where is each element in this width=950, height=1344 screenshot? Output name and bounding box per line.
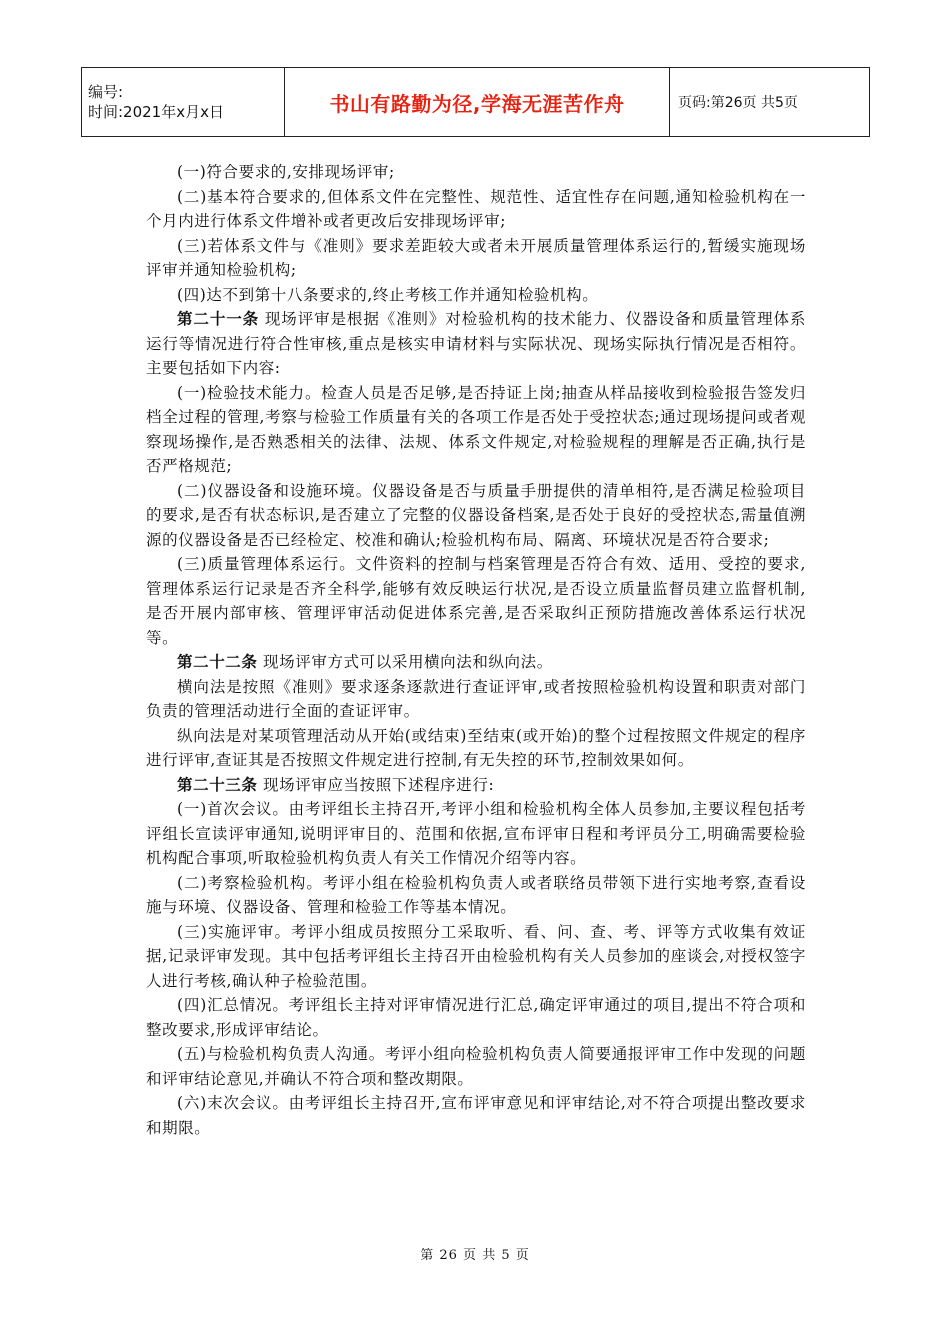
paragraph: (三)若体系文件与《准则》要求差距较大或者未开展质量管理体系运行的,暂缓实施现场评审并通知检验机构;	[146, 236, 806, 279]
number-label: 编号:	[88, 83, 124, 101]
paragraph: (一)检验技术能力。检查人员是否足够,是否持证上岗;抽查从样品接收到检验报告签发归档全过程的管理,考察与检验工作质量有关的各项工作是否处于受控状态;通过现场提问或者观察现场操作,是否熟悉相关的法律、法规、体系文件规定,对检验规程的理解是否正确,执行是否严格规范;	[146, 383, 806, 475]
paragraph: (二)仪器设备和设施环境。仪器设备是否与质量手册提供的清单相符,是否满足检验项目的要求,是否有状态标识,是否建立了完整的仪器设备档案,是否处于良好的受控状态,需量值溯源的仪器设备是否已经检定、校准和确认;检验机构布局、隔离、环境状况是否符合要求;	[146, 481, 806, 549]
time-label: 时间:2021年x月x日	[88, 103, 224, 121]
paragraph: (一)符合要求的,安排现场评审;	[177, 163, 395, 181]
paragraph: (四)汇总情况。考评组长主持对评审情况进行汇总,确定评审通过的项目,提出不符合项和整改要求,形成评审结论。	[146, 996, 806, 1039]
page-footer: 第 26 页 共 5 页	[420, 1248, 530, 1263]
paragraph: 横向法是按照《准则》要求逐条逐款进行查证评审,或者按照检验机构设置和职责对部门负责的管理活动进行全面的查证评审。	[146, 677, 806, 720]
article-23: 第二十三条 现场评审应当按照下述程序进行:	[177, 774, 495, 794]
paragraph: (三)质量管理体系运行。文件资料的控制与档案管理是否符合有效、适用、受控的要求,管理体系运行记录是否齐全科学,能够有效反映运行状况,是否设立质量监督员建立监督机制,是否开展内部审核、管理评审活动促进体系完善,是否采取纠正预防措施改善体系运行状况等。	[146, 555, 806, 647]
paragraph: (三)实施评审。考评小组成员按照分工采取听、看、问、查、考、评等方式收集有效证据,记录评审发现。其中包括考评组长主持召开由检验机构有关人员参加的座谈会,对授权签字人进行考核,确认种子检验范围。	[146, 922, 806, 990]
document-body	[146, 160, 806, 1140]
article-22: 第二十二条 现场评审方式可以采用横向法和纵向法。	[177, 652, 553, 671]
paragraph: (五)与检验机构负责人沟通。考评小组向检验机构负责人简要通报评审工作中发现的问题和评审结论意见,并确认不符合项和整改期限。	[146, 1045, 806, 1088]
article-21: 第二十一条 现场评审是根据《准则》对检验机构的技术能力、仪器设备和质量管理体系运行等情况进行符合性审核,重点是核实申请材料与实际状况、现场实际执行情况是否相符。主要包括如下内容:	[146, 309, 806, 377]
paragraph: 纵向法是对某项管理活动从开始(或结束)至结束(或开始)的整个过程按照文件规定的程序进行评审,查证其是否按照文件规定进行控制,有无失控的环节,控制效果如何。	[146, 726, 806, 769]
header-motto: 书山有路勤为径,学海无涯苦作舟	[285, 68, 670, 137]
paragraph: (六)末次会议。由考评组长主持召开,宣布评审意见和评审结论,对不符合项提出整改要求和期限。	[146, 1094, 806, 1137]
document-header	[81, 67, 870, 137]
article-title: 第二十三条	[177, 774, 258, 794]
paragraph: (二)考察检验机构。考评小组在检验机构负责人或者联络员带领下进行实地考察,查看设施与环境、仪器设备、管理和检验工作等基本情况。	[146, 873, 806, 916]
header-page-label: 页码:第26页 共5页	[670, 68, 870, 137]
paragraph: (一)首次会议。由考评组长主持召开,考评小组和检验机构全体人员参加,主要议程包括考评组长宣读评审通知,说明评审目的、范围和依据,宣布评审日程和考评员分工,明确需要检验机构配合事项,听取检验机构负责人有关工作情况介绍等内容。	[146, 800, 806, 867]
article-title: 第二十二条	[177, 652, 258, 671]
paragraph: (四)达不到第十八条要求的,终止考核工作并通知检验机构。	[177, 285, 599, 304]
article-title: 第二十一条	[177, 309, 260, 328]
header-meta	[82, 68, 285, 137]
paragraph: (二)基本符合要求的,但体系文件在完整性、规范性、适宜性存在问题,通知检验机构在一个月内进行体系文件增补或者更改后安排现场评审;	[146, 187, 806, 230]
